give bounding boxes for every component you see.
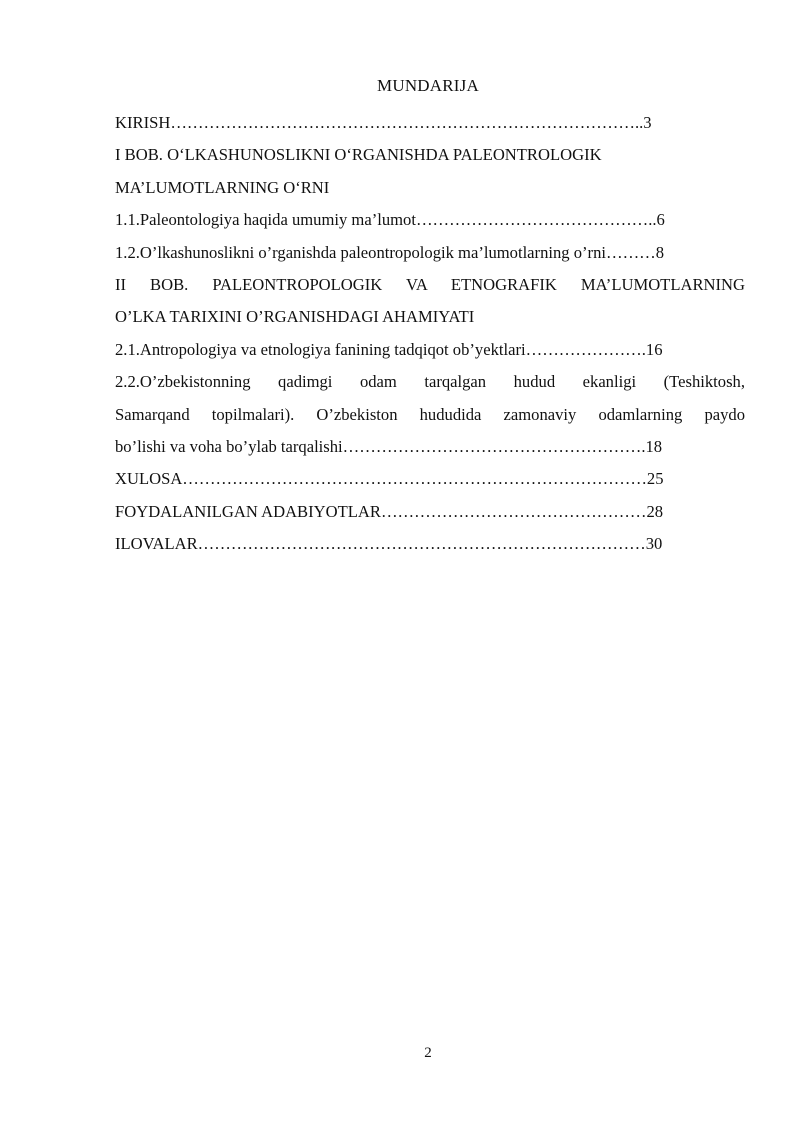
toc-entry-adabiyotlar: FOYDALANILGAN ADABIYOTLAR…………………………………………28 bbox=[115, 501, 664, 521]
toc-entry-1-2: 1.2.O’lkashunoslikni o’rganishda paleontropologik ma’lumotlarning o’rni………8 bbox=[115, 242, 665, 262]
toc-entry-2-2: 2.2.O’zbekistonning qadimgi odam tarqalgan hudud ekanligi (Teshiktosh, bbox=[115, 372, 745, 392]
toc-chapter-1-heading: I BOB. O‘LKASHUNOSLIKNI O‘RGANISHDA PALEONTROLOGIK bbox=[115, 145, 602, 165]
toc-entry-ilovalar: ILOVALAR………………………………………………………………………30 bbox=[115, 534, 663, 554]
toc-chapter-2-heading: II BOB. PALEONTROPOLOGIK VA ETNOGRAFIK MA’LUMOTLARNING bbox=[115, 274, 745, 294]
toc-entry-1-1: 1.1.Paleontologiya haqida umumiy ma’lumot……………………………………..6 bbox=[115, 210, 665, 230]
toc-chapter-2-heading-cont: O’LKA TARIXINI O’RGANISHDAGI AHAMIYATI bbox=[115, 307, 475, 327]
toc-entry-2-2-cont: Samarqand topilmalari). O’zbekiston hududida zamonaviy odamlarning paydo bbox=[115, 404, 745, 424]
table-of-contents bbox=[115, 107, 745, 560]
toc-entry-kirish: KIRISH…………………………………………………………………………..3 bbox=[115, 113, 652, 132]
page-title: MUNDARIJA bbox=[377, 76, 479, 95]
page-number: 2 bbox=[424, 1045, 432, 1061]
toc-entry-xulosa: XULOSA…………………………………………………………………………25 bbox=[115, 469, 664, 489]
toc-entry-2-1: 2.1.Antropologiya va etnologiya fanining tadqiqot ob’yektlari………………….16 bbox=[115, 339, 663, 359]
toc-chapter-1-heading-cont: MA’LUMOTLARNING O‘RNI bbox=[115, 177, 330, 197]
toc-entry-2-2-end: bo’lishi va voha bo’ylab tarqalishi……………………………………………….18 bbox=[115, 436, 663, 456]
